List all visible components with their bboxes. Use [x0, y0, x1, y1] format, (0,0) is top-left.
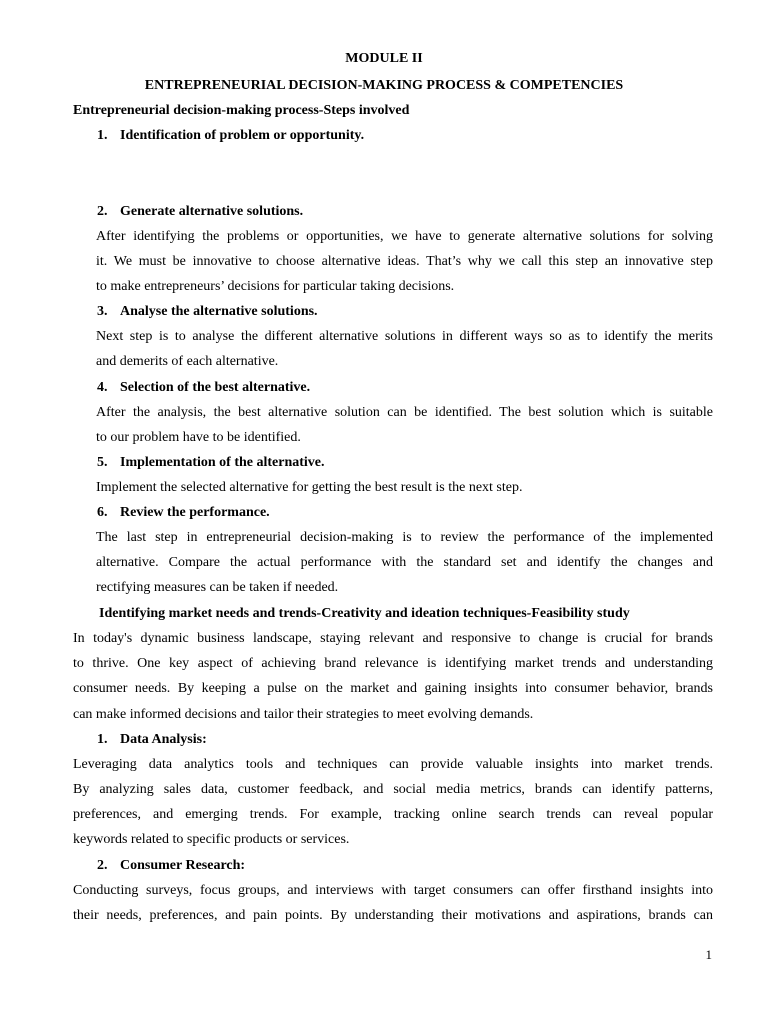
step-heading: Generate alternative solutions.: [120, 204, 304, 219]
section-subtitle: Entrepreneurial decision-making process-Steps involved: [73, 103, 410, 118]
step-number: 4.: [97, 380, 108, 395]
body-line: In today's dynamic business landscape, staying relevant and responsive to change is crucial for brands: [73, 631, 713, 646]
step-heading: Selection of the best alternative.: [120, 380, 311, 395]
step-heading: Review the performance.: [120, 505, 270, 520]
body-line: it. We must be innovative to choose alternative ideas. That’s why we call this step an innovative step: [96, 254, 713, 269]
body-line: Next step is to analyse the different alternative solutions in different ways so as to identify the merits: [96, 329, 713, 344]
body-line: keywords related to specific products or services.: [73, 832, 350, 847]
body-line: Conducting surveys, focus groups, and interviews with target consumers can offer firsthand insights into: [73, 883, 713, 898]
body-line: By analyzing sales data, customer feedback, and social media metrics, brands can identify patterns,: [73, 782, 713, 797]
step-heading: Implementation of the alternative.: [120, 455, 325, 470]
document-title: ENTREPRENEURIAL DECISION-MAKING PROCESS & COMPETENCIES: [144, 78, 624, 93]
body-line: After identifying the problems or opportunities, we have to generate alternative solutions for solving: [96, 229, 713, 244]
body-line: to make entrepreneurs’ decisions for particular taking decisions.: [96, 279, 455, 294]
item-number: 1.: [97, 732, 108, 747]
section-heading: Identifying market needs and trends-Creativity and ideation techniques-Feasibility study: [99, 606, 630, 621]
page-number: 1: [705, 947, 712, 962]
step-heading: Identification of problem or opportunity.: [120, 128, 365, 143]
step-number: 1.: [97, 128, 108, 143]
body-line: to thrive. One key aspect of achieving brand relevance is identifying market trends and understanding: [73, 656, 713, 671]
body-line: After the analysis, the best alternative solution can be identified. The best solution which is suitable: [96, 405, 713, 420]
body-line: and demerits of each alternative.: [96, 354, 279, 369]
body-line: rectifying measures can be taken if needed.: [96, 580, 339, 595]
body-line: preferences, and emerging trends. For example, tracking online search trends can reveal popular: [73, 807, 713, 822]
step-number: 6.: [97, 505, 108, 520]
step-number: 5.: [97, 455, 108, 470]
body-line: to our problem have to be identified.: [96, 430, 301, 445]
body-line: alternative. Compare the actual performance with the standard set and identify the changes and: [96, 555, 713, 570]
item-number: 2.: [97, 858, 108, 873]
body-line: Implement the selected alternative for getting the best result is the next step.: [96, 480, 523, 495]
body-line: their needs, preferences, and pain points. By understanding their motivations and aspirations, brands can: [73, 908, 713, 923]
item-heading: Consumer Research:: [120, 858, 246, 873]
item-heading: Data Analysis:: [120, 732, 207, 747]
body-line: Leveraging data analytics tools and techniques can provide valuable insights into market trends.: [73, 757, 713, 772]
body-line: can make informed decisions and tailor their strategies to meet evolving demands.: [73, 707, 534, 722]
body-line: The last step in entrepreneurial decision-making is to review the performance of the implemented: [96, 530, 713, 545]
step-number: 2.: [97, 204, 108, 219]
module-label: MODULE II: [345, 51, 423, 66]
body-line: consumer needs. By keeping a pulse on the market and gaining insights into consumer behavior, brands: [73, 681, 713, 696]
step-heading: Analyse the alternative solutions.: [120, 304, 318, 319]
step-number: 3.: [97, 304, 108, 319]
